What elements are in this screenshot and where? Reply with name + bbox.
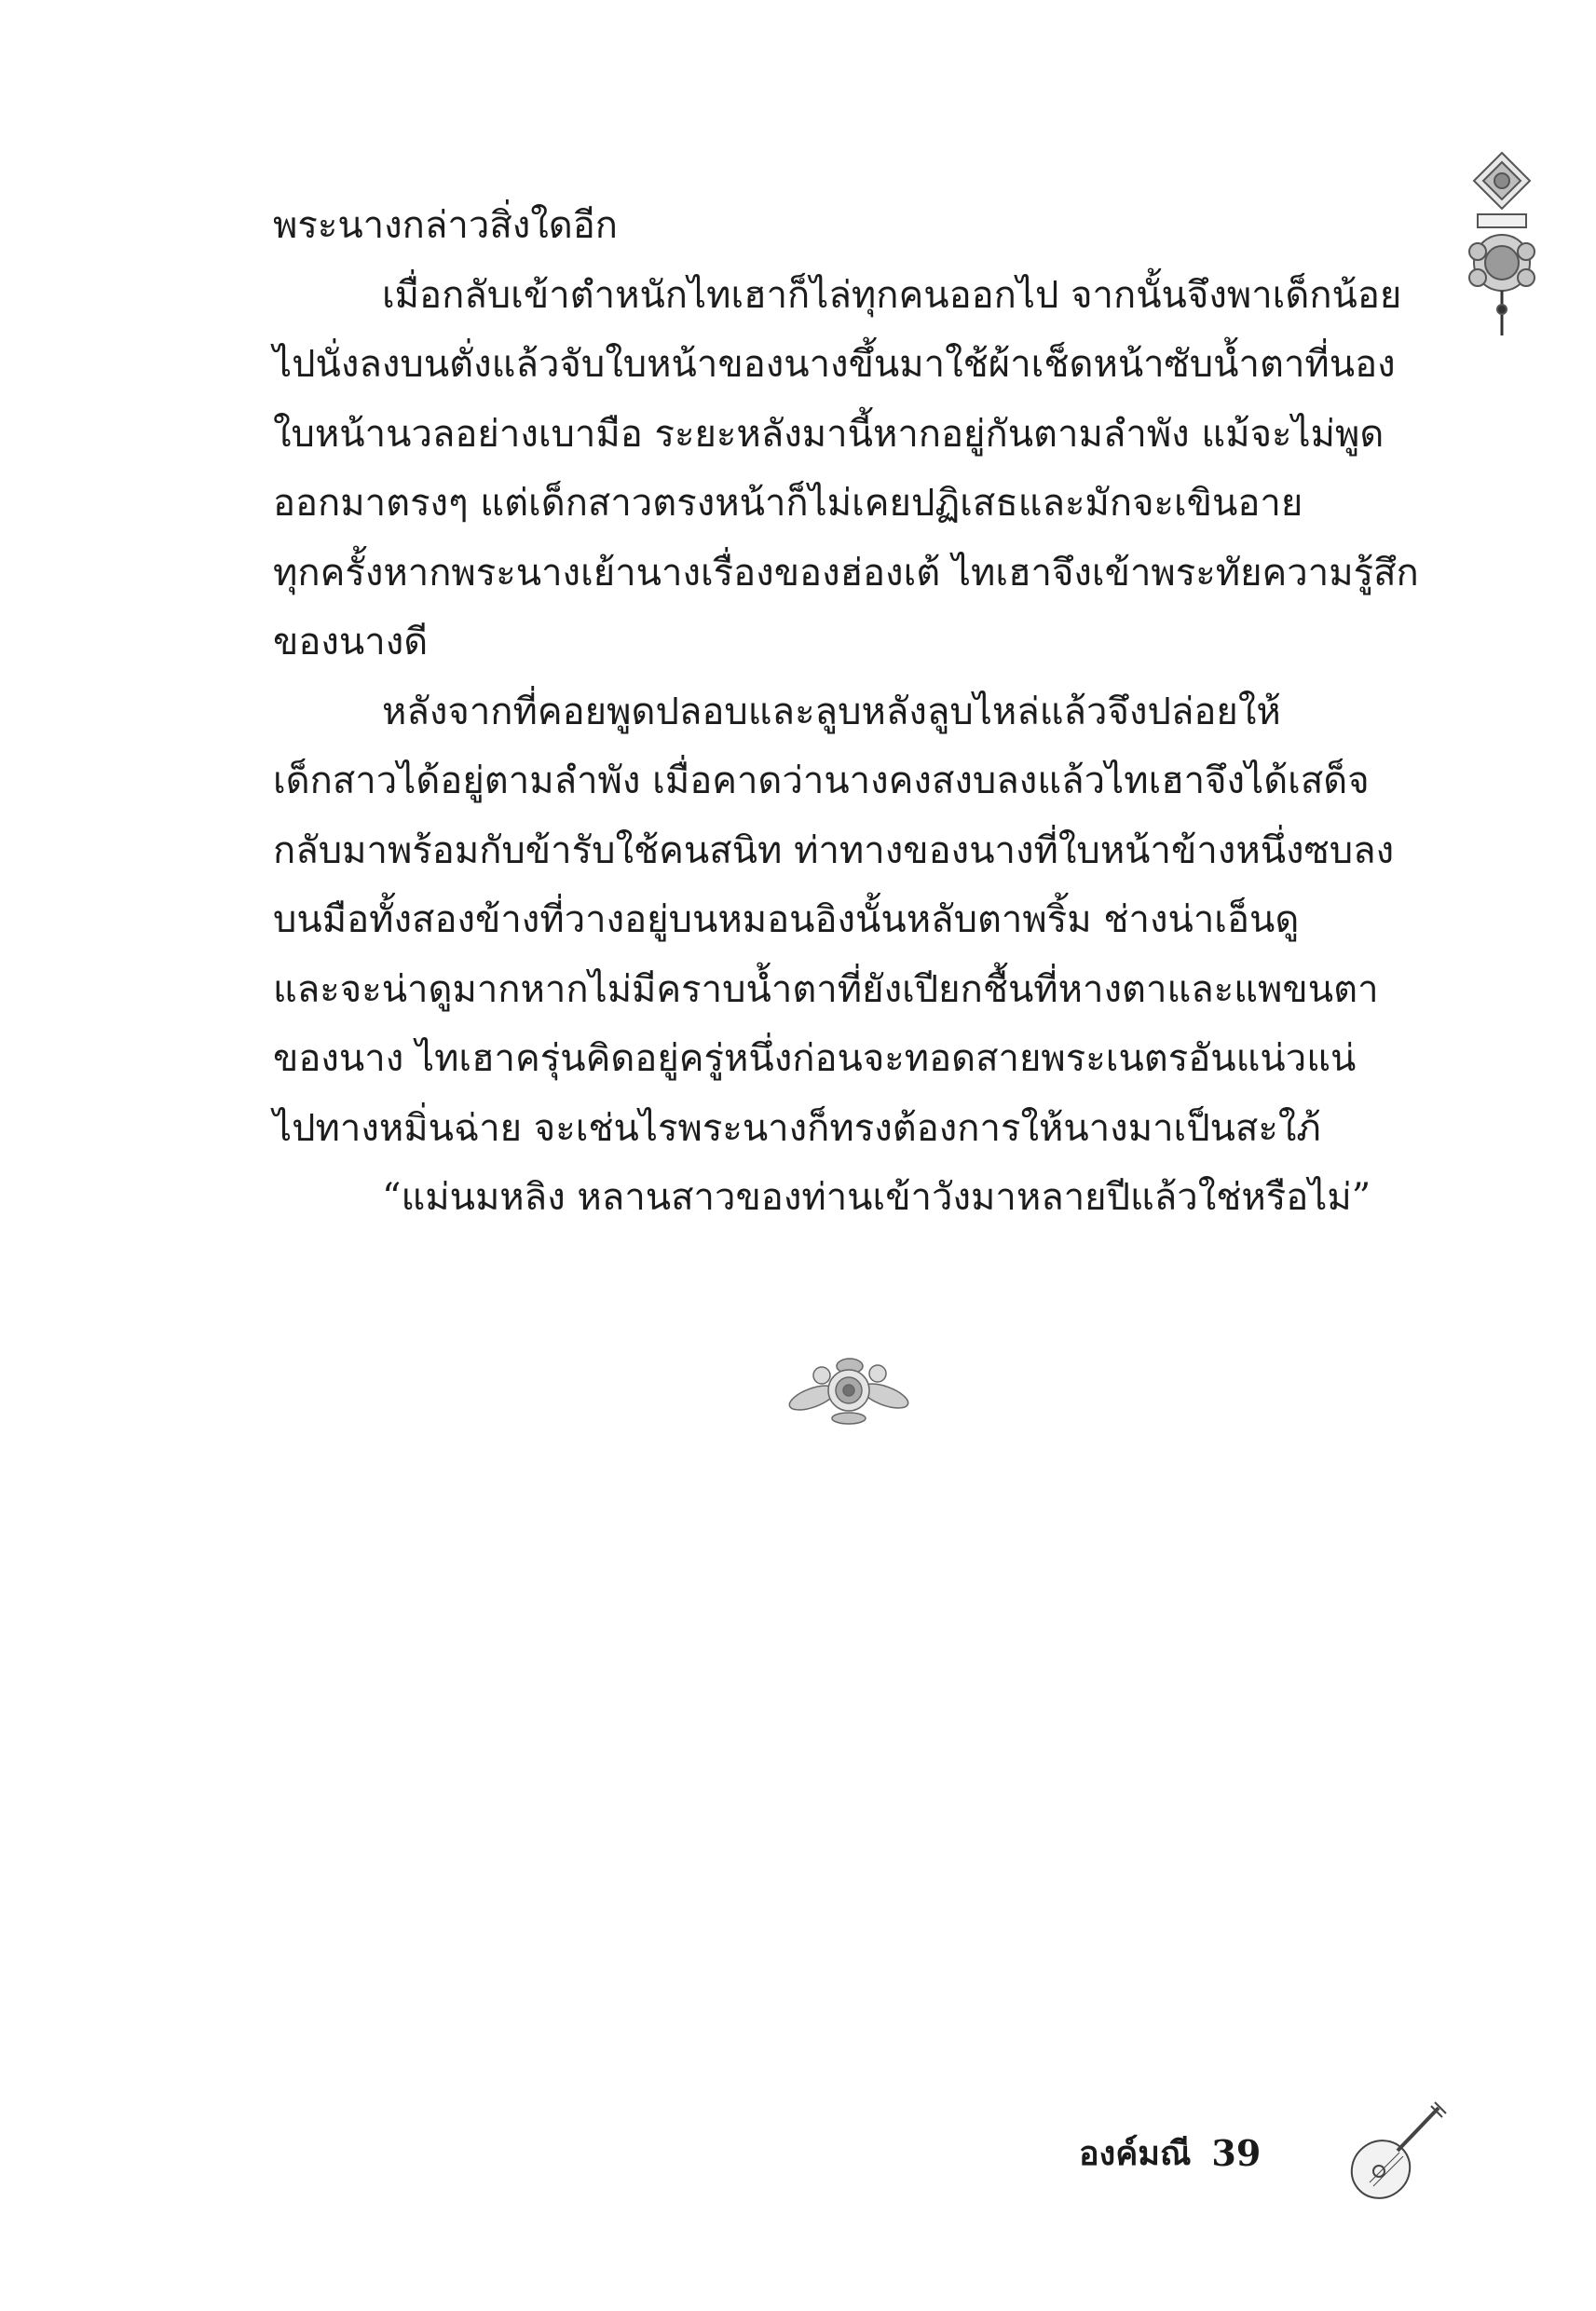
page-number: 39 [1211, 2131, 1262, 2174]
corner-ornament-icon [1465, 149, 1539, 345]
flower-divider-icon [784, 1342, 913, 1431]
paragraph-line: หลังจากที่คอยพูดปลอบและลูบหลังลูบไหล่แล้วจึงปล่อยให้ [382, 690, 1281, 733]
body-text [273, 191, 1438, 1233]
paragraph-line: “แม่นมหลิง หลานสาวของท่านเข้าวังมาหลายปีแล้วใช่หรือไม่” [382, 1176, 1371, 1219]
paragraph-line: เด็กสาวได้อยู่ตามลำพัง เมื่อคาดว่านางคงสงบลงแล้วไทเฮาจึงได้เสด็จ [273, 759, 1370, 802]
lute-icon [1342, 2097, 1453, 2208]
paragraph-line: ใบหน้านวลอย่างเบามือ ระยะหลังมานี้หากอยู่กันตามลำพัง แม้จะไม่พูด [273, 412, 1385, 456]
paragraph-line: พระนางกล่าวสิ่งใดอีก [273, 204, 619, 247]
paragraph-line: ไปทางหมิ่นฉ่าย จะเช่นไรพระนางก็ทรงต้องการให้นางมาเป็นสะใภ้ [273, 1106, 1321, 1150]
paragraph-line: ของนางดี [273, 621, 429, 663]
paragraph-line: เมื่อกลับเข้าตำหนักไทเฮาก็ไล่ทุกคนออกไป จากนั้นจึงพาเด็กน้อย [382, 273, 1402, 317]
paragraph-line: และจะน่าดูมากหากไม่มีคราบน้ำตาที่ยังเปียกชื้นที่หางตาและแพขนตา [273, 967, 1379, 1011]
paragraph-line: กลับมาพร้อมกับข้ารับใช้คนสนิท ท่าทางของนางที่ใบหน้าข้างหนึ่งซบลง [273, 828, 1395, 872]
paragraph-line: บนมือทั้งสองข้างที่วางอยู่บนหมอนอิงนั้นหลับตาพริ้ม ช่างน่าเอ็นดู [273, 898, 1300, 941]
paragraph-line: ไปนั่งลงบนตั่งแล้วจับใบหน้าของนางขึ้นมาใช้ผ้าเช็ดหน้าซับน้ำตาที่นอง [273, 343, 1396, 386]
paragraph-line: ของนาง ไทเฮาครุ่นคิดอยู่ครู่หนึ่งก่อนจะทอดสายพระเนตรอันแน่วแน่ [273, 1037, 1357, 1080]
paragraph-line: ออกมาตรงๆ แต่เด็กสาวตรงหน้าก็ไม่เคยปฏิเสธและมักจะเขินอาย [273, 482, 1303, 525]
book-title: องค์มณี [1079, 2134, 1192, 2173]
page-footer [1079, 2115, 1261, 2190]
paragraph-line: ทุกครั้งหากพระนางเย้านางเรื่องของฮ่องเต้ ไทเฮาจึงเข้าพระทัยความรู้สึก [273, 551, 1419, 595]
